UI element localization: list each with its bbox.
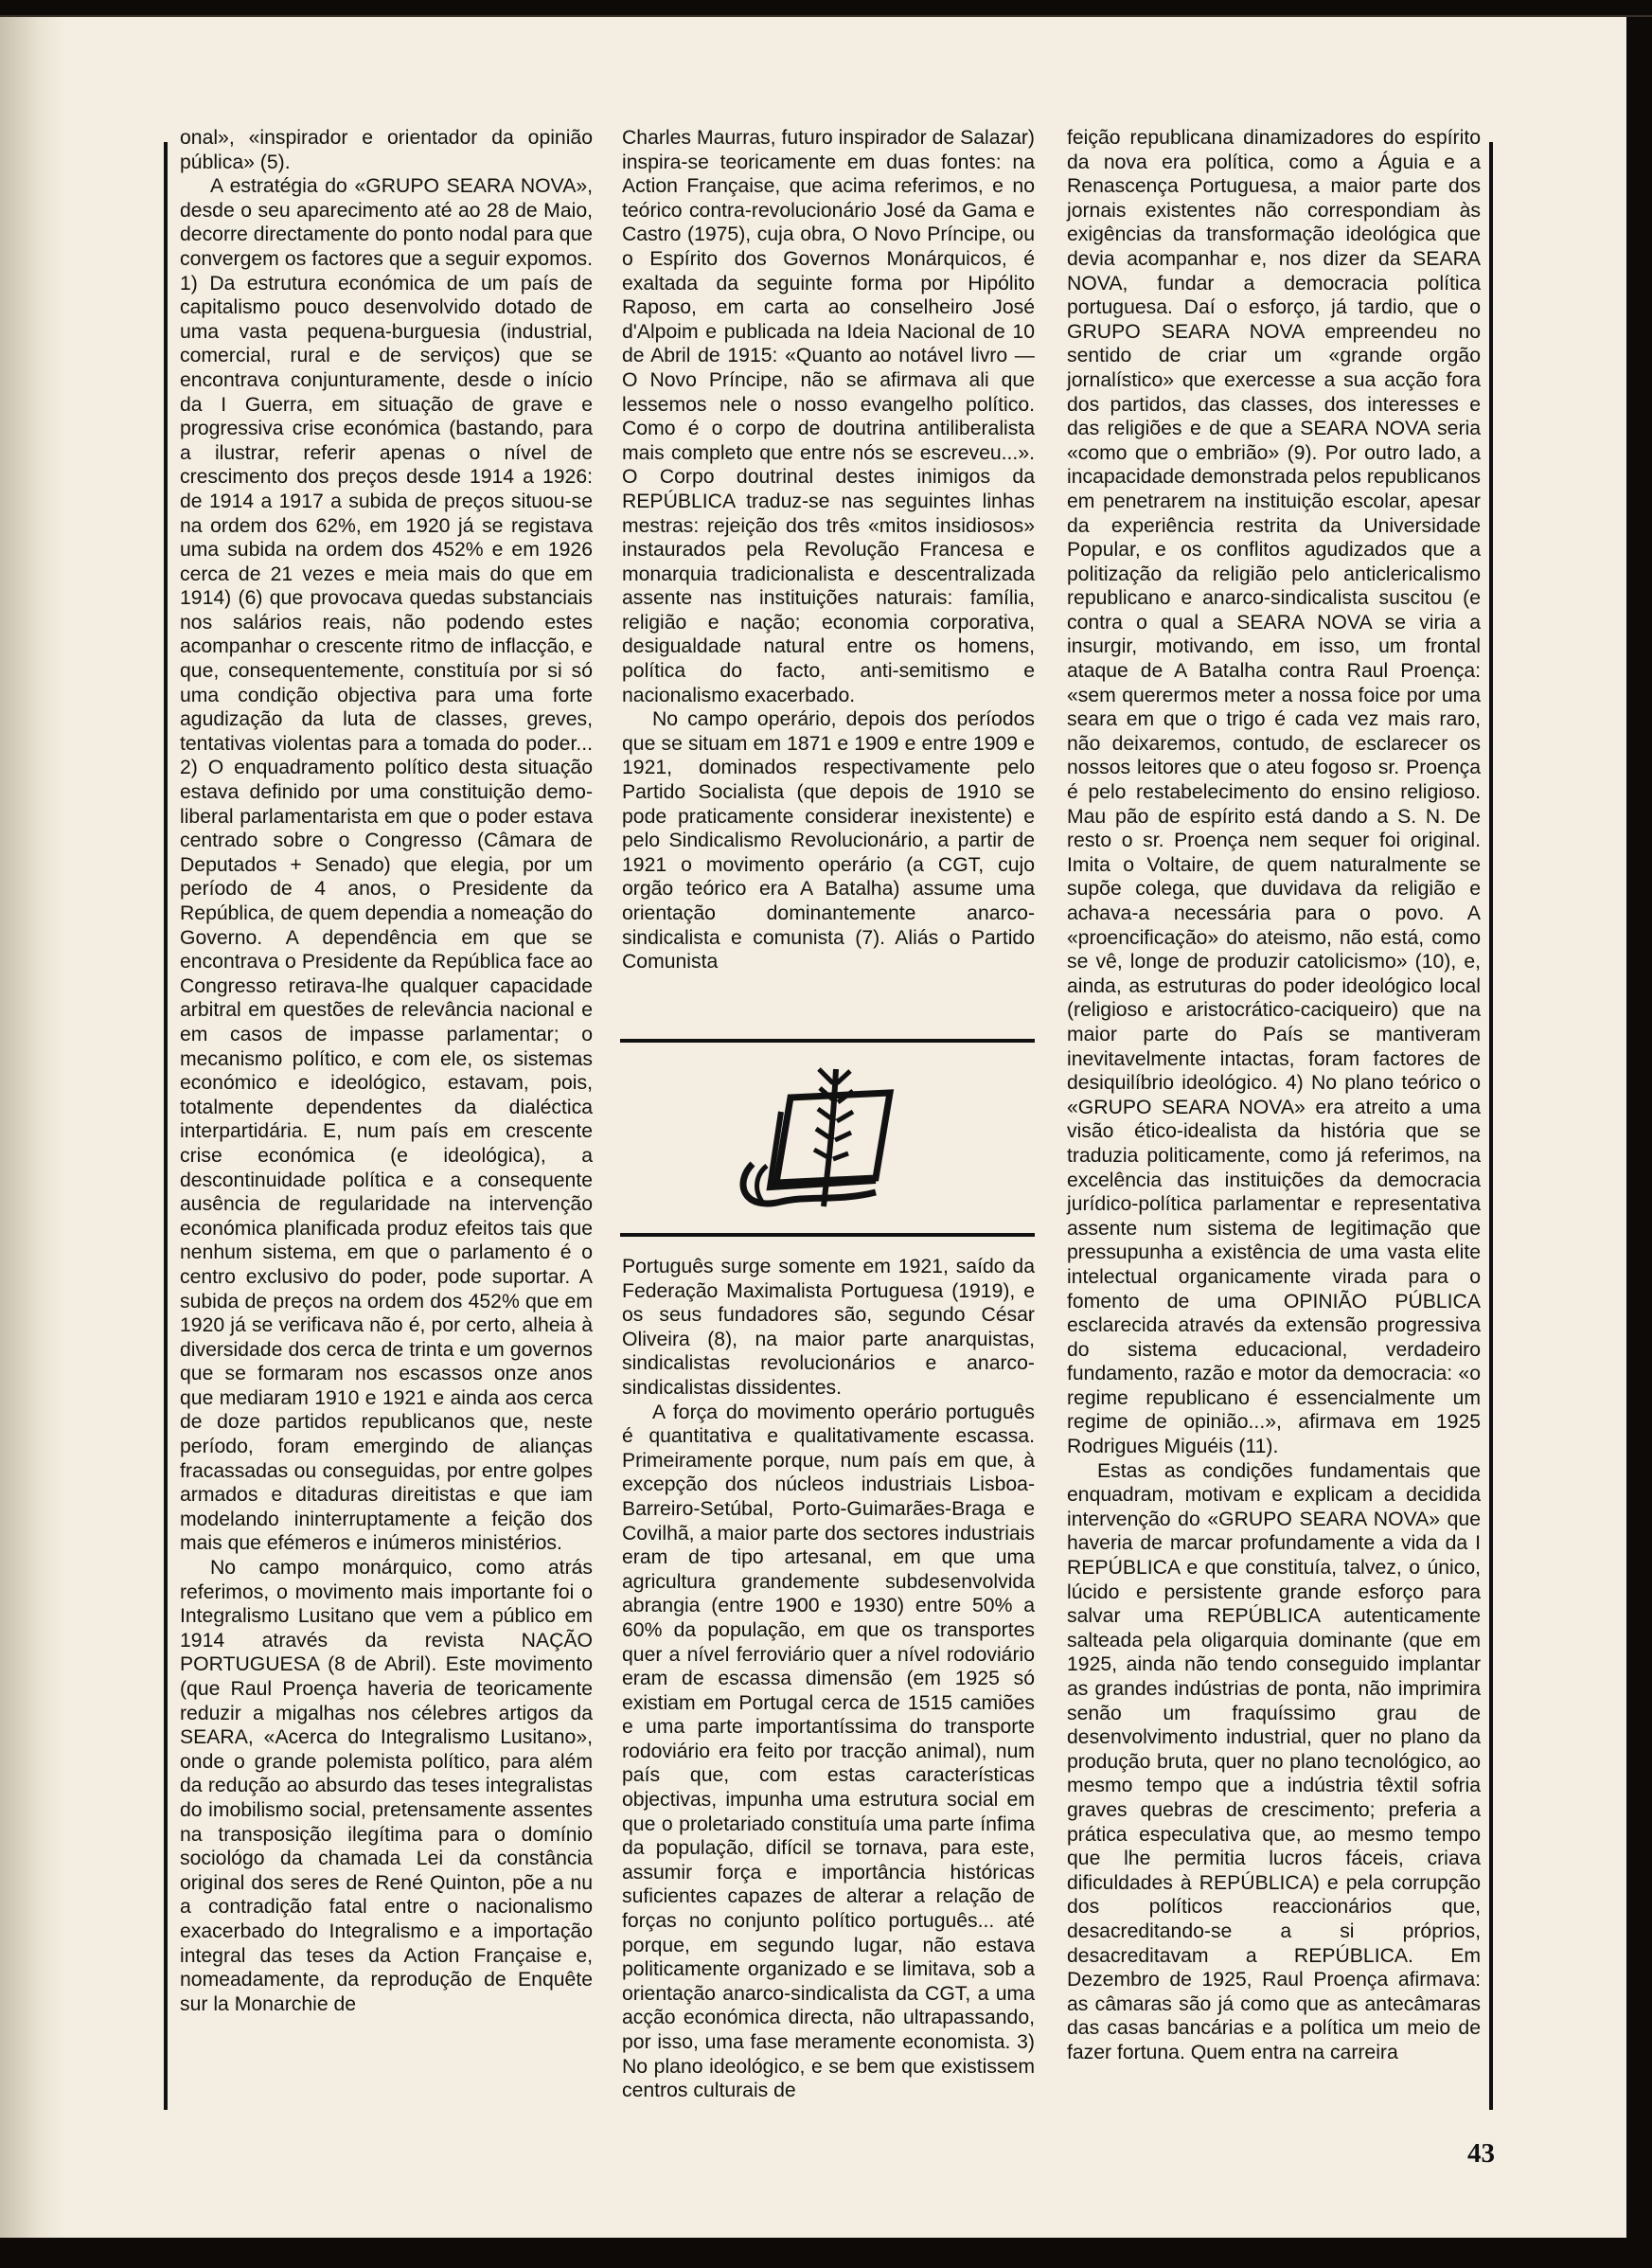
col2-paragraph-2: No campo operário, depois dos períodos que se situam em 1871 e 1909 e entre 1909 e 1921, dominados respectivamente pelo Partido Socialista (que depois de 1910 se pode praticamente considerar inexistente) e pelo Sindicalismo Revolucionário, a partir de 1921 o movimento operário (a CGT, cujo orgão teórico era A Batalha) assume uma orientação dominantemente anarco-sindicalista e comunista (7). Aliás o Partido Comunista — [622, 708, 1035, 973]
seara-nova-emblem-box — [620, 1039, 1035, 1238]
book-and-wheat-emblem-icon — [724, 1060, 933, 1221]
text-column-1 — [180, 126, 593, 2119]
text-column-2-continued — [622, 1255, 1035, 2103]
col2-paragraph-3: Português surge somente em 1921, saído da Federação Maximalista Portuguesa (1919), e os seus fundadores são, segundo César Oliveira (8), na maior parte anarquistas, sindicalistas revolucionários e anarco-sindicalistas dissidentes. — [622, 1256, 1035, 1399]
col1-paragraph-2: A estratégia do «GRUPO SEARA NOVA», desde o seu aparecimento até ao 28 de Maio, decorre directamente do ponto nodal para que convergem os factores que a seguir expomos. 1) Da estrutura económica de um país de capitalismo pouco desenvolvido dotado de uma vasta pequena-burguesia (industrial, comercial, rural e de serviços) que se encontrava conjunturamente, desde o início da I Guerra, em situação de grave e progressiva crise económica (bastando, para a ilustrar, referir apenas o nível de crescimento dos preços desde 1914 a 1926: de 1914 a 1917 a subida de preços situou-se na ordem dos 62%, em 1920 já se registava uma subida na ordem dos 452% e em 1926 cerca de 21 vezes e meia mais do que em 1914) (6) que provocava quedas substanciais nos salários reais, não podendo estes acompanhar o crescente ritmo de inflacção, e que, consequentemente, constituía por si só uma condição objectiva para uma forte agudização da luta de classes, greves, tentativas violentas para a tomada do poder... 2) O enquadramento político desta situação estava definido por uma constituição demo-liberal parlamentarista em que o poder estava centrado sobre o Congresso (Câmara de Deputados + Senado) que elegia, por um período de 4 anos, o Presidente da República, de quem dependia a nomeação do Governo. A dependência em que se encontrava o Presidente da República face ao Congresso retirava-lhe qualquer capacidade arbitral em questões de relevância nacional e em casos de impasse parlamentar; o mecanismo político, e com ele, os sistemas económico e ideológico, estavam, pois, totalmente dependentes da dialéctica interpartidária. E, num país em crescente crise económica (e ideológica), a descontinuidade política e a consequente ausência de regularidade na intervenção económica planificada produz efeitos tais que nenhum sistema, em que o parlamento é o centro exclusivo do poder, pode suportar. A subida de preços na ordem dos 452% que em 1920 já se verificava não é, por certo, alheia à diversidade dos cerca de trinta e um governos que se formaram nos escassos onze anos que mediaram 1910 e 1921 e ainda aos cerca de doze partidos republicanos que, neste período, foram emergindo de alianças fracassadas ou conseguidas, por entre golpes armados e ditaduras direitistas e que iam modelando ininterruptamente a feição dos mais que efémeros e inúmeros ministérios. — [180, 175, 593, 1555]
right-column-rule — [1489, 142, 1493, 2110]
text-column-3 — [1067, 126, 1481, 2119]
page-number: 43 — [1467, 2138, 1495, 2169]
col2-paragraph-1: Charles Maurras, futuro inspirador de Salazar) inspira-se teoricamente em duas fontes: na Action Française, que acima referimos, e no teórico contra-revolucionário José da Gama e Castro (1975), cuja obra, O Novo Príncipe, ou o Espírito dos Governos Monárquicos, é exaltada da seguinte forma por Hipólito Raposo, em carta ao conselheiro José d'Alpoim e publicada na Ideia Nacional de 10 de Abril de 1915: «Quanto ao notável livro — O Novo Príncipe, não se afirmava ali que lessemos nele o nosso evangelho político. Como é o corpo de doutrina antiliberalista mais completo que entre nós se escreveu...». O Corpo doutrinal destes inimigos da REPÚBLICA traduz-se nas seguintes linhas mestras: rejeição dos três «mitos insidiosos» instaurados pela Revolução Francesa e monarquia tradicionalista e descentralizada assente nas instituições naturais: família, religião e nação; economia corporativa, desigualdade natural entre os homens, política do facto, anti-semitismo e nacionalismo exacerbado. — [622, 127, 1035, 706]
col3-paragraph-2: Estas as condições fundamentais que enquadram, motivam e explicam a decidida intervenção do «GRUPO SEARA NOVA» que haveria de marcar profundamente a vida da I REPÚBLICA e que constituía, talvez, o único, lúcido e persistente grande esforço para salvar uma REPÚBLICA autenticamente salteada pela oligarquia dominante (que em 1925, ainda não tendo conseguido implantar as grandes indústrias de ponta, não imprimira senão um fraquíssimo grau de desenvolvimento industrial, quer no plano da produção bruta, quer no plano tecnológico, ao mesmo tempo que a indústria têxtil sofria graves quebras de crescimento; preferia a prática especulativa que, ao mesmo tempo que lhe permitia lucros fáceis, criava dificuldades à REPÚBLICA) e pela corrupção dos políticos reaccionários que, desacreditando-se a si próprios, desacreditavam a REPÚBLICA. Em Dezembro de 1925, Raul Proença afirmava: as câmaras são já como que as antecâmaras das casas bancárias e a política um meio de fazer fortuna. Quem entra na carreira — [1067, 1459, 1481, 2063]
col1-paragraph-3: No campo monárquico, como atrás referimos, o movimento mais importante foi o Integralismo Lusitano que vem a público em 1914 através da revista NAÇÃO PORTUGUESA (8 de Abril). Este movimento (que Raul Proença haveria de teoricamente reduzir a migalhas nos célebres artigos da SEARA, «Acerca do Integralismo Lusitano», onde o grande polemista político, para além da redução ao absurdo das teses integralistas do imobilismo social, pretensamente assentes na transposição ilegítima para o domínio sociológo da chamada Lei da constância original dos seres de René Quinton, põe a nu a contradição fatal entre o nacionalismo exacerbado do Integralismo e a importação integral das teses da Action Française e, nomeadamente, da reprodução de Enquête sur la Monarchie de — [180, 1557, 593, 2015]
col2-paragraph-4: A força do movimento operário português é quantitativa e qualitativamente escassa. Primeiramente porque, num país em que, à excepção dos núcleos industriais Lisboa-Barreiro-Setúbal, Porto-Guimarães-Braga e Covilhã, a maior parte dos sectores industriais eram de tipo artesanal, em que uma agricultura grandemente subdesenvolvida abrangia (entre 1900 e 1930) entre 50% a 60% da população, em que os transportes quer a nível ferroviário quer a nível rodoviário eram de escassa dimensão (em 1925 só existiam em Portugal cerca de 1515 camiões e uma parte importantíssima do transporte rodoviário era feito por tracção animal), num país que, com estas características objectivas, impunha uma estrutura social em que o proletariado constituía uma parte ínfima da população, difícil se tornava, para este, assumir força e importância históricas suficientes capazes de alterar a relação de forças no conjunto político português... até porque, em segundo lugar, não estava politicamente organizado e se limitava, sob a orientação anarco-sindicalista da CGT, a uma acção económica directa, não ultrapassando, por isso, uma fase meramente economista. 3) No plano ideológico, e se bem que existissem centros culturais de — [622, 1401, 1035, 2102]
col3-paragraph-1: feição republicana dinamizadores do espírito da nova era política, como a Águia e a Renascença Portuguesa, a maior parte dos jornais existentes não correspondiam às exigências da transformação ideológica que devia acompanhar e, nos dizer da SEARA NOVA, fundar a democracia política portuguesa. Daí o esforço, já tardio, que o GRUPO SEARA NOVA empreendeu no sentido de criar um «grande orgão jornalístico» que exercesse a sua acção fora dos partidos, das classes, dos interesses e das religiões e de que a SEARA NOVA seria «como que o embrião» (9). Por outro lado, a incapacidade demonstrada pelos republicanos em penetrarem na instituição escolar, apesar da experiência restrita da Universidade Popular, e os conflitos agudizados que a politização da religião pelo anticlericalismo republicano e anarco-sindicalista suscitou (e contra o qual a SEARA NOVA se viria a insurgir, motivando, em isso, um frontal ataque de A Batalha contra Raul Proença: «sem querermos meter a nossa foice por uma seara em que o trigo é cada vez mais raro, não deixaremos, contudo, de esclarecer os nossos leitores que o ateu fogoso sr. Proença é pelo restabelecimento do ensino religioso. Mau pão de espírito está dando a S. N. De resto o sr. Proença nem sequer foi original. Imita o Voltaire, de quem naturalmente se supõe colega, que duvidava da religião e achava-a necessária para o povo. A «proencificação» do ateismo, não está, como se vê, longe de produzir catolicismo» (10), e, ainda, as estruturas do poder ideológico local (religioso e aristocrático-caciqueiro) que na maior parte do País se mantiveram inevitavelmente intactas, foram factores de desiquilíbrio ideológico. 4) No plano teórico o «GRUPO SEARA NOVA» era atreito a uma visão ético-idealista da história que se traduzia politicamente, como já referimos, na excelência das instituições da democracia jurídico-política parlamentar e representativa assente num sistema de legitimação que pressupunha a existência de uma vasta elite intelectual organicamente virada para o fomento de uma OPINIÃO PÚBLICA esclarecida através da extensão progressiva do sistema educacional, verdadeiro fundamento, razão e motor da democracia: «o regime republicano é essencialmente um regime de opinião...», afirmava em 1925 Rodrigues Miguéis (11). — [1067, 127, 1481, 1458]
left-column-rule — [164, 142, 168, 2110]
emblem-bottom-rule — [620, 1233, 1035, 1237]
col1-paragraph-1: onal», «inspirador e orientador da opinião pública» (5). — [180, 127, 593, 173]
emblem-top-rule — [620, 1039, 1035, 1043]
binding-shadow — [0, 17, 66, 2238]
